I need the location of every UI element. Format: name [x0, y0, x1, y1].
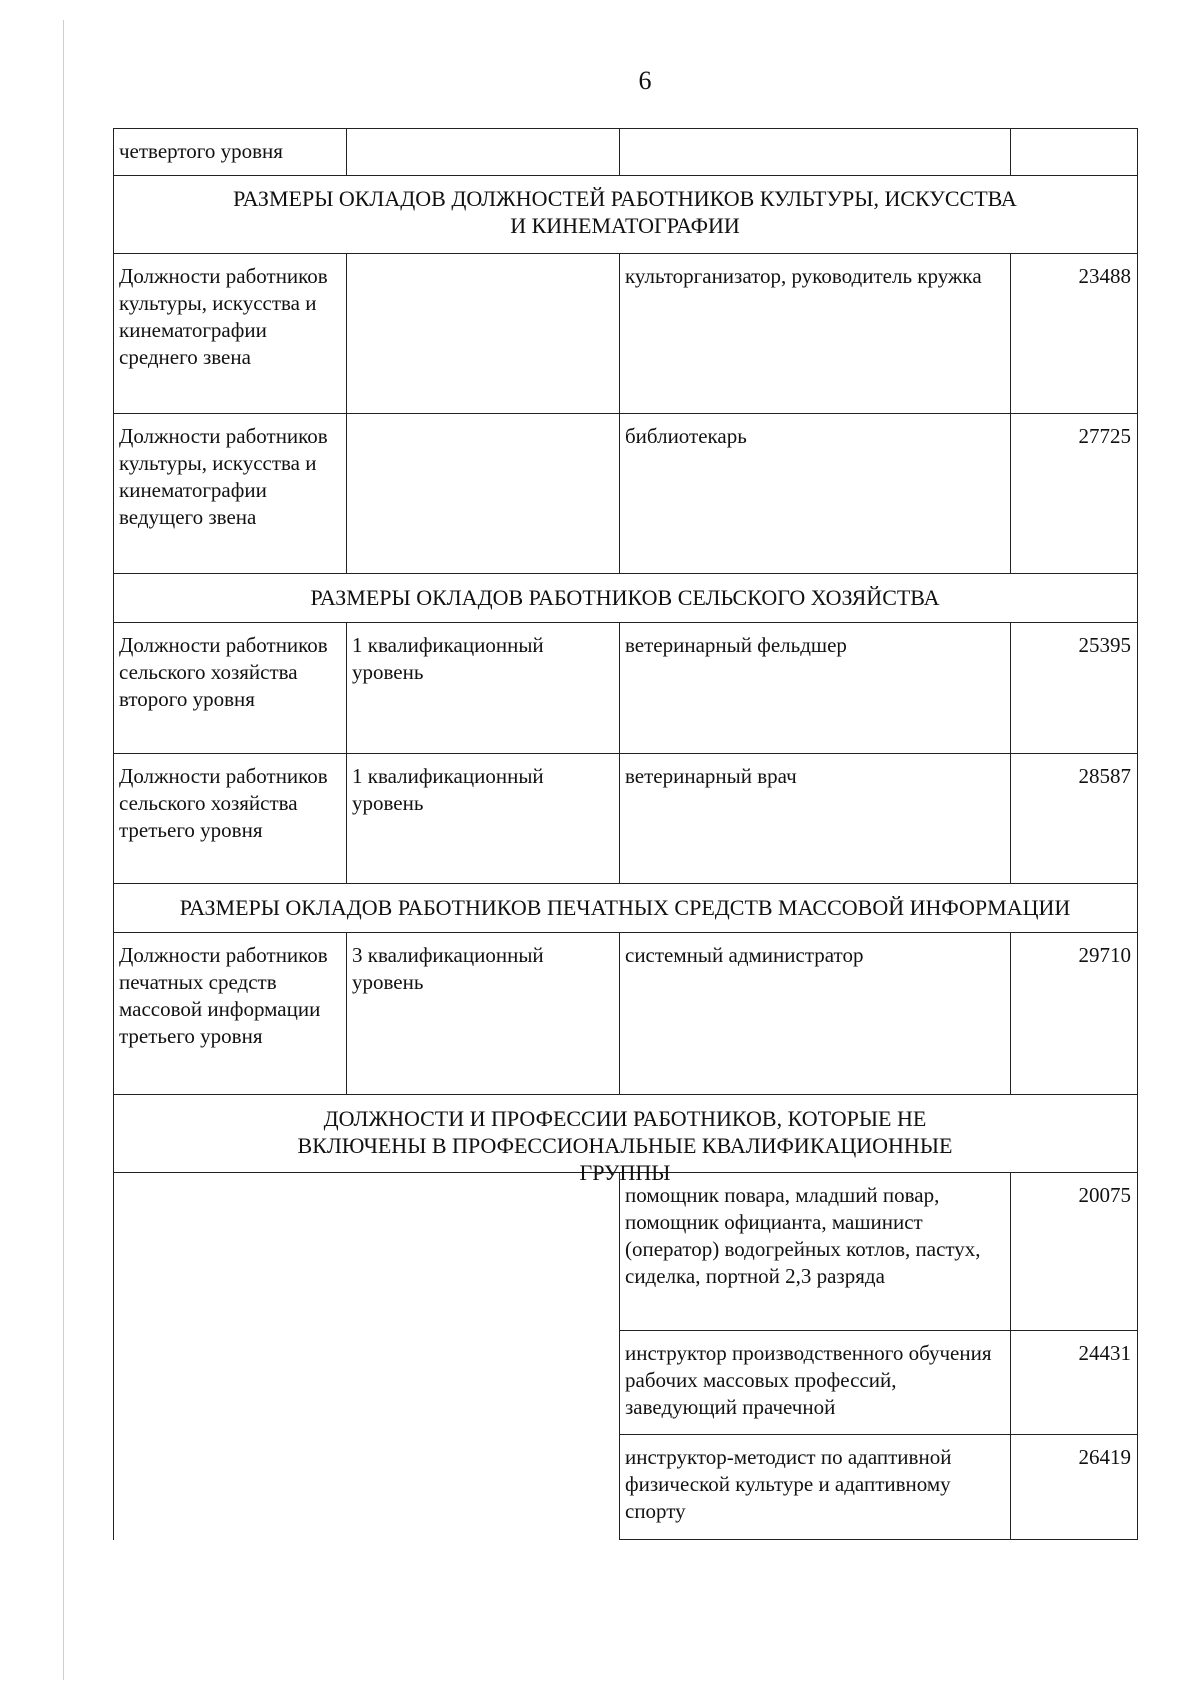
scan-margin-line — [63, 20, 64, 1680]
table-cell-level: 3 квалификационный уровень — [352, 943, 544, 994]
table-cell-salary: 28587 — [1078, 764, 1131, 788]
table-cell-group: Должности работников культуры, искусства и кинематографии ведущего звена — [119, 424, 328, 529]
table-cell-group: Должности работников печатных средств массовой информации третьего уровня — [119, 943, 328, 1048]
table-cell-position: ветеринарный врач — [625, 764, 797, 788]
table-cell-level — [346, 253, 619, 413]
table-cell-salary: 27725 — [1078, 424, 1131, 448]
table-cell-level: 1 квалификационный уровень — [352, 764, 544, 815]
table-cell-salary: 24431 — [1078, 1341, 1131, 1365]
table-cell-position: культорганизатор, руководитель кружка — [625, 264, 982, 288]
table-cell-group: Должности работников сельского хозяйства второго уровня — [119, 633, 328, 711]
table-cell-group: Должности работников культуры, искусства и кинематографии среднего звена — [119, 264, 328, 369]
table-cell-salary: 25395 — [1078, 633, 1131, 657]
table-cell-position: помощник повара, младший повар, помощник официанта, машинист (оператор) водогрейных котлов, пастух, сиделка, портной 2,3 разряда — [625, 1183, 981, 1288]
table-cell-level: 1 квалификационный уровень — [352, 633, 544, 684]
section-header: РАЗМЕРЫ ОКЛАДОВ РАБОТНИКОВ СЕЛЬСКОГО ХОЗЯЙСТВА — [310, 585, 940, 610]
table-cell-group: четвертого уровня — [119, 139, 283, 163]
table-cell-position: инструктор-методист по адаптивной физической культуре и адаптивному спорту — [625, 1445, 952, 1523]
table-cell-group: Должности работников сельского хозяйства третьего уровня — [119, 764, 328, 842]
table-cell-position: системный администратор — [625, 943, 864, 967]
table-cell-salary: 23488 — [1078, 264, 1131, 288]
table-cell-position: ветеринарный фельдшер — [625, 633, 847, 657]
table-cell-level — [346, 413, 619, 573]
table-cell-position: библиотекарь — [625, 424, 747, 448]
section-header: РАЗМЕРЫ ОКЛАДОВ РАБОТНИКОВ ПЕЧАТНЫХ СРЕДСТВ МАССОВОЙ ИНФОРМАЦИИ — [179, 895, 1071, 920]
section-header: ДОЛЖНОСТИ И ПРОФЕССИИ РАБОТНИКОВ, КОТОРЫЕ НЕ ВКЛЮЧЕНЫ В ПРОФЕССИОНАЛЬНЫЕ КВАЛИФИКАЦИОННЫЕ ГРУППЫ — [297, 1106, 953, 1185]
table-cell-salary: 29710 — [1078, 943, 1131, 967]
table-cell-salary: 20075 — [1078, 1183, 1131, 1207]
page-number: 6 — [638, 66, 652, 95]
section-header: РАЗМЕРЫ ОКЛАДОВ ДОЛЖНОСТЕЙ РАБОТНИКОВ КУЛЬТУРЫ, ИСКУССТВА И КИНЕМАТОГРАФИИ — [233, 186, 1017, 238]
table-cell-salary: 26419 — [1078, 1445, 1131, 1469]
table-cell-position: инструктор производственного обучения рабочих массовых профессий, заведующий прачечной — [625, 1341, 992, 1419]
